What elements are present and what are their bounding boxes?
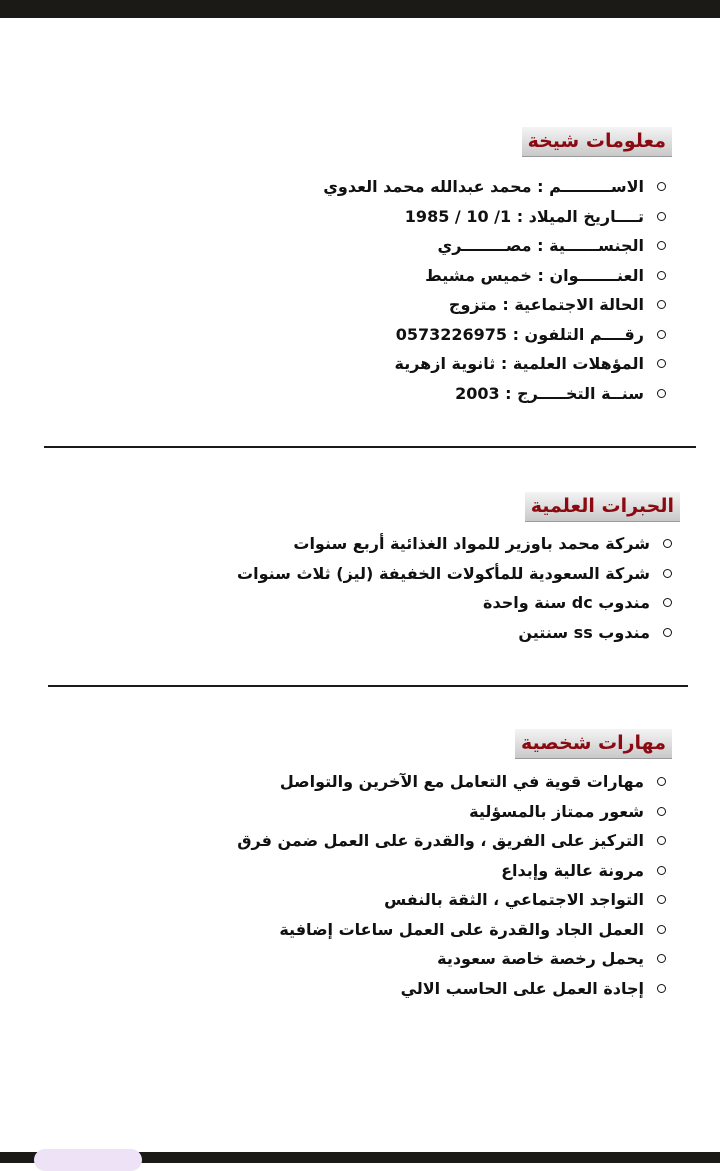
list-item: مرونة عالية وإبداع bbox=[237, 856, 666, 886]
bullet-icon bbox=[663, 628, 672, 637]
top-status-bar bbox=[0, 0, 720, 18]
bullet-icon bbox=[663, 569, 672, 578]
home-indicator-pill[interactable] bbox=[34, 1149, 142, 1171]
list-item: التركيز على الفريق ، والقدرة على العمل ضمن فرق bbox=[237, 826, 666, 856]
bullet-icon bbox=[657, 836, 666, 845]
list-item: شركة محمد باوزير للمواد الغذائية أربع سنوات bbox=[237, 529, 672, 559]
bullet-icon bbox=[657, 984, 666, 993]
list-item: مندوب ss سنتين bbox=[237, 618, 672, 648]
bullet-icon bbox=[657, 807, 666, 816]
list-item: شركة السعودية للمأكولات الخفيفة (ليز) ثلاث سنوات bbox=[237, 559, 672, 589]
bullet-icon bbox=[657, 300, 666, 309]
bullet-icon bbox=[657, 212, 666, 221]
experience-list bbox=[237, 529, 672, 647]
list-item: يحمل رخصة خاصة سعودية bbox=[237, 944, 666, 974]
personal-info-list bbox=[323, 172, 666, 408]
list-item: العنـــــــوان : خميس مشيط bbox=[323, 261, 666, 291]
bullet-icon bbox=[657, 182, 666, 191]
bullet-icon bbox=[657, 777, 666, 786]
list-item: الاســـــــــم : محمد عبدالله محمد العدوي bbox=[323, 172, 666, 202]
list-item: تــــاريخ الميلاد : 1/ 10 / 1985 bbox=[323, 202, 666, 232]
list-item: مندوب dc سنة واحدة bbox=[237, 588, 672, 618]
list-item: الجنســــــية : مصــــــــري bbox=[323, 231, 666, 261]
bullet-icon bbox=[657, 389, 666, 398]
section-divider bbox=[48, 685, 688, 687]
list-item: المؤهلات العلمية : ثانوية ازهرية bbox=[323, 349, 666, 379]
list-item: العمل الجاد والقدرة على العمل ساعات إضافية bbox=[237, 915, 666, 945]
bullet-icon bbox=[657, 954, 666, 963]
bullet-icon bbox=[657, 359, 666, 368]
section-title-skills: مهارات شخصية bbox=[515, 729, 672, 759]
list-item: رقــــم التلفون : 0573226975 bbox=[323, 320, 666, 350]
bullet-icon bbox=[657, 271, 666, 280]
list-item: سنــة التخـــــرج : 2003 bbox=[323, 379, 666, 409]
bullet-icon bbox=[657, 925, 666, 934]
bullet-icon bbox=[657, 330, 666, 339]
list-item: الحالة الاجتماعية : متزوج bbox=[323, 290, 666, 320]
skills-list bbox=[237, 767, 666, 1003]
bullet-icon bbox=[657, 866, 666, 875]
list-item: إجادة العمل على الحاسب الالي bbox=[237, 974, 666, 1004]
bullet-icon bbox=[663, 539, 672, 548]
bullet-icon bbox=[657, 895, 666, 904]
bullet-icon bbox=[657, 241, 666, 250]
section-title-experience: الحبرات العلمية bbox=[525, 492, 680, 522]
bullet-icon bbox=[663, 598, 672, 607]
list-item: التواجد الاجتماعي ، الثقة بالنفس bbox=[237, 885, 666, 915]
list-item: مهارات قوية في التعامل مع الآخرين والتواصل bbox=[237, 767, 666, 797]
section-title-personal: معلومات شيخة bbox=[522, 127, 672, 157]
list-item: شعور ممتاز بالمسؤلية bbox=[237, 797, 666, 827]
section-divider bbox=[44, 446, 696, 448]
